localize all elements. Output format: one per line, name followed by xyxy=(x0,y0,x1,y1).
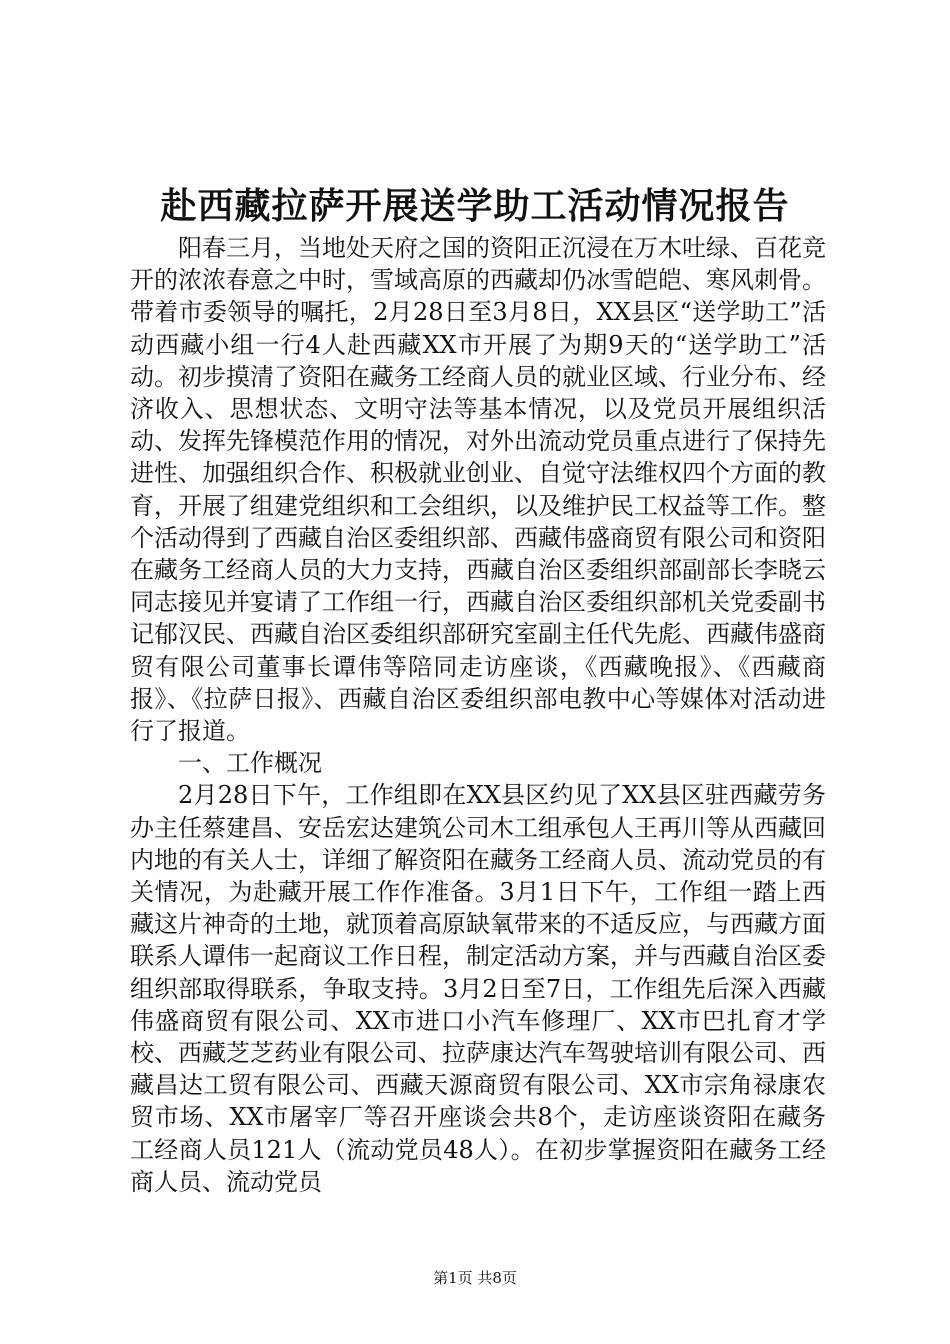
page-footer: 第1页 共8页 xyxy=(433,1269,517,1287)
paragraph-overview: 2月28日下午，工作组即在XX县区约见了XX县区驻西藏劳务办主任蔡建昌、安岳宏达建筑公司木工组承包人王再川等从西藏回内地的有关人士，详细了解资阳在藏务工经商人员、流动党员的有关情况，为赴藏开展工作作准备。3月1日下午，工作组一踏上西藏这片神奇的土地，就顶着高原缺氧带来的不适反应，与西藏方面联系人谭伟一起商议工作日程，制定活动方案，并与西藏自治区委组织部取得联系，争取支持。3月2日至7日，工作组先后深入西藏伟盛商贸有限公司、XX市进口小汽车修理厂、XX市巴扎育才学校、西藏芝芝药业有限公司、拉萨康达汽车驾驶培训有限公司、西藏昌达工贸有限公司、西藏天源商贸有限公司、XX市宗角禄康农贸市场、XX市屠宰厂等召开座谈会共8个，走访座谈资阳在藏务工经商人员121人（流动党员48人）。在初步掌握资阳在藏务工经商人员、流动党员 xyxy=(130,781,826,1196)
section-heading-overview: 一、工作概况 xyxy=(178,749,322,778)
document-title: 赴西藏拉萨开展送学助工活动情况报告 xyxy=(160,185,790,227)
paragraph-intro: 阳春三月，当地处天府之国的资阳正沉浸在万木吐绿、百花竞开的浓浓春意之中时，雪域高原的西藏却仍冰雪皑皑、寒风刺骨。带着市委领导的嘱托，2月28日至3月8日，XX县区“送学助工”活动西藏小组一行4人赴西藏XX市开展了为期9天的“送学助工”活动。初步摸清了资阳在藏务工经商人员的就业区域、行业分布、经济收入、思想状态、文明守法等基本情况，以及党员开展组织活动、发挥先锋模范作用的情况，对外出流动党员重点进行了保持先进性、加强组织合作、积极就业创业、自觉守法维权四个方面的教育，开展了组建党组织和工会组织，以及维护民工权益等工作。整个活动得到了西藏自治区委组织部、西藏伟盛商贸有限公司和资阳在藏务工经商人员的大力支持，西藏自治区委组织部副部长李晓云同志接见并宴请了工作组一行，西藏自治区委组织部机关党委副书记郁汉民、西藏自治区委组织部研究室副主任代先彪、西藏伟盛商贸有限公司董事长谭伟等陪同走访座谈，《西藏晚报》、《西藏商报》、《拉萨日报》、西藏自治区委组织部电教中心等媒体对活动进行了报道。 xyxy=(130,234,826,746)
document-body xyxy=(130,232,826,1198)
